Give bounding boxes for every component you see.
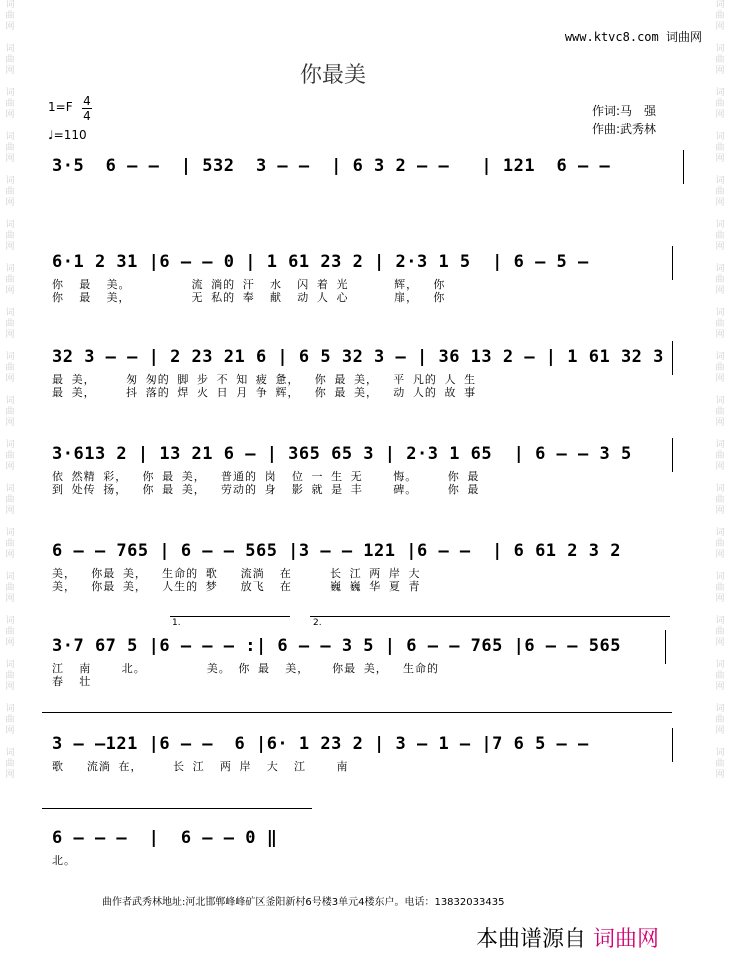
- barline: [665, 630, 666, 664]
- notes-line: 6 – – 765 | 6 – – 565 |3 – – 121 |6 – – | 6 61 2 3 2: [52, 541, 621, 561]
- source-prefix: 本曲谱源自: [476, 927, 587, 952]
- site-url: www.ktvc8.com: [564, 30, 659, 44]
- lyrics-verse-2: 到 处传 扬， 你 最 美， 劳动的 身 影 就 是 丰 碑。 你 最: [52, 483, 480, 496]
- notes-line: 3·5 6 – – | 532 3 – – | 6 3 2 – – | 121 6 – –: [52, 156, 611, 176]
- barline: [672, 438, 673, 472]
- notes-line: 3·7 67 5 |6 – – – :| 6 – – 3 5 | 6 – – 765 |6 – – 565: [52, 636, 621, 656]
- lyrics-verse-1: 最 美， 匆 匆的 脚 步 不 知 疲 惫， 你 最 美， 平 凡的 人 生: [52, 373, 477, 386]
- site-name: 词曲网: [665, 30, 702, 44]
- watermark-left: 词曲网 词曲网 词曲网 词曲网 词曲网 词曲网 词曲网 词曲网 词曲网 词曲网 词曲网 词曲网 词曲网 词曲网 词曲网 词曲网 词曲网 词曲网: [5, 0, 15, 780]
- lyrics-verse-2: 美， 你最 美， 人生的 梦 放飞 在 巍 巍 华 夏 青: [52, 580, 421, 593]
- notes-line: 32 3 – – | 2 23 21 6 | 6 5 32 3 – | 36 13 2 – | 1 61 32 3: [52, 347, 664, 367]
- notes-line: 3·613 2 | 13 21 6 – | 365 65 3 | 2·3 1 65 | 6 – – 3 5: [52, 444, 632, 464]
- lyrics-verse-2: 最 美， 抖 落的 焊 火 日 月 争 辉， 你 最 美， 动 人的 故 事: [52, 386, 477, 399]
- score-row-6: [0, 618, 730, 706]
- notes-line: 6 – – – | 6 – – 0 ‖: [52, 828, 278, 848]
- source-name[interactable]: 词曲网: [593, 927, 660, 952]
- source-credit: [476, 922, 659, 953]
- score-row-1: [0, 156, 730, 226]
- section-line: [42, 808, 312, 809]
- barline: [672, 728, 673, 762]
- notes-line: 3 – –121 |6 – – 6 |6· 1 23 2 | 3 – 1 – |7 6 5 – –: [52, 734, 589, 754]
- lyrics-verse-1: 歌 流淌 在， 长 江 两 岸 大 江 南: [52, 760, 349, 773]
- song-title: 你最美: [300, 63, 367, 88]
- lyrics-verse-2: 春 壮: [52, 675, 92, 688]
- lyricist-credit: 作词:马 强: [592, 104, 657, 118]
- lyrics-verse-1: 美， 你最 美， 生命的 歌 流淌 在 长 江 两 岸 大: [52, 567, 421, 580]
- time-signature: 4 4: [83, 94, 91, 123]
- site-header: [565, 28, 702, 45]
- barline: [672, 341, 673, 375]
- lyrics-verse-1: 北。: [52, 854, 76, 867]
- score-row-7: [0, 734, 730, 804]
- volta-2: 2.: [313, 618, 322, 628]
- score-row-2: [0, 252, 730, 322]
- lyrics-verse-1: 江 南 北。 美。 你 最 美， 你最 美， 生命的: [52, 662, 439, 675]
- composer-credit: 作曲:武秀林: [592, 122, 657, 136]
- notes-line: 6·1 2 31 |6 – – 0 | 1 61 23 2 | 2·3 1 5 | 6 – 5 –: [52, 252, 589, 272]
- volta-bracket-2: [310, 616, 670, 617]
- lyrics-verse-1: 你 最 美。 流 淌的 汗 水 闪 着 光 辉， 你: [52, 278, 446, 291]
- score-row-5: [0, 541, 730, 611]
- tempo-marking: ♩=110: [48, 128, 87, 142]
- section-line: [42, 712, 672, 713]
- score-row-4: [0, 444, 730, 514]
- barline: [683, 150, 684, 184]
- barline: [672, 246, 673, 280]
- key-signature: 1=F: [48, 100, 73, 114]
- lyrics-verse-1: 依 然精 彩， 你 最 美， 普通的 岗 位 一 生 无 悔。 你 最: [52, 470, 480, 483]
- volta-bracket-1: [170, 616, 290, 617]
- volta-1: 1.: [172, 618, 181, 628]
- lyrics-verse-2: 你 最 美， 无 私的 奉 献 动 人 心 扉， 你: [52, 291, 446, 304]
- composer-address: 曲作者武秀林地址:河北邯郸峰峰矿区釜阳新村6号楼3单元4楼东户。电话：13832033435: [102, 897, 505, 908]
- score-row-8: [0, 828, 730, 898]
- watermark-right: 词曲网 词曲网 词曲网 词曲网 词曲网 词曲网 词曲网 词曲网 词曲网 词曲网 词曲网 词曲网 词曲网 词曲网 词曲网 词曲网 词曲网 词曲网: [715, 0, 725, 780]
- score-row-3: [0, 347, 730, 417]
